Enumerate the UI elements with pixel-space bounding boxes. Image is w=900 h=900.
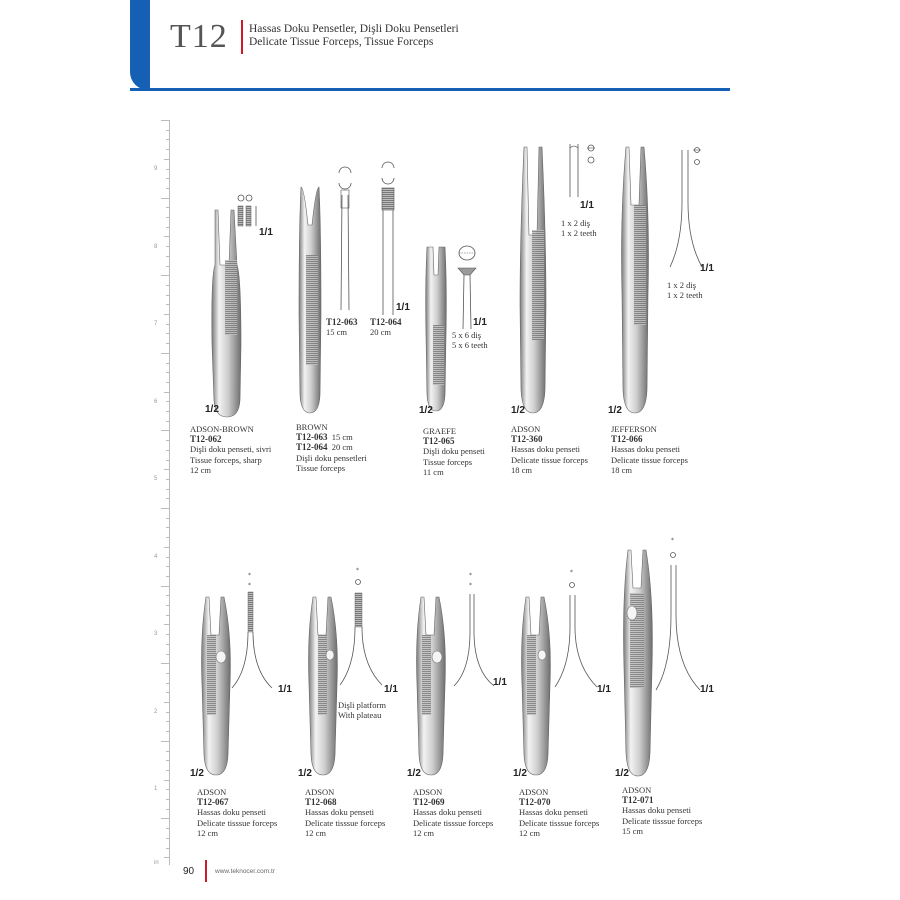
scale-half: 1/2 <box>615 768 629 779</box>
product-code: T12-071 <box>622 795 654 806</box>
ruler-tick <box>164 314 169 315</box>
ruler-tick <box>166 460 169 461</box>
scale-full: 1/1 <box>278 684 292 695</box>
ruler-tick <box>166 760 169 761</box>
jefferson-tip-detail <box>662 142 712 272</box>
ruler-tick <box>166 149 169 150</box>
product-caption-t12-360 <box>511 424 588 475</box>
brown-forceps-image <box>295 185 325 417</box>
ruler-tick <box>166 692 169 693</box>
product-name: GRAEFE <box>423 426 457 436</box>
ruler-tick <box>164 236 169 237</box>
product-desc-tr: Hassas doku penseti <box>413 807 482 818</box>
scale-full: 1/1 <box>700 263 714 274</box>
product-size: 18 cm <box>511 464 533 475</box>
brown-064-tip-detail <box>378 160 398 320</box>
ruler-tick <box>166 605 169 606</box>
ruler-tick <box>161 353 169 354</box>
ruler-number: 1 <box>154 786 158 792</box>
ruler-tick <box>164 624 169 625</box>
teeth-en: 1 x 2 teeth <box>561 228 597 238</box>
ruler-tick <box>166 721 169 722</box>
ruler-tick <box>166 450 169 451</box>
website-url: www.teknocer.com.tr <box>215 868 275 875</box>
ruler-number: 3 <box>154 631 158 637</box>
product-code: T12-064 <box>296 442 328 453</box>
inch-ruler <box>156 120 170 865</box>
ruler-tick <box>161 198 169 199</box>
product-size: 20 cm <box>331 442 353 453</box>
adson-360-teeth-label <box>561 218 597 238</box>
ruler-tick <box>166 566 169 567</box>
product-desc-tr: Hassas doku penseti <box>611 444 680 455</box>
ruler-tick <box>166 295 169 296</box>
adson-brown-forceps-image <box>205 205 245 420</box>
ruler-tick <box>166 246 169 247</box>
scale-half: 1/2 <box>190 768 204 779</box>
ruler-tick <box>166 799 169 800</box>
ruler-tick <box>166 479 169 480</box>
ruler-tick <box>166 838 169 839</box>
ruler-tick <box>166 324 169 325</box>
ruler-tick <box>166 333 169 334</box>
scale-half: 1/2 <box>407 768 421 779</box>
teeth-en: 5 x 6 teeth <box>452 340 488 350</box>
inline-code: T12-063 <box>326 317 358 327</box>
adson-brown-tip-detail <box>236 192 260 230</box>
ruler-number: 8 <box>154 243 158 250</box>
ruler-tick <box>166 440 169 441</box>
adson-360-tip-detail <box>567 142 599 202</box>
platform-tr: Dişli platform <box>338 700 386 710</box>
ruler-tick <box>166 595 169 596</box>
ruler-tick <box>166 139 169 140</box>
ruler-tick <box>164 159 169 160</box>
product-desc-en: Tissue forceps <box>296 462 346 473</box>
product-size: 12 cm <box>519 827 541 838</box>
ruler-tick <box>166 848 169 849</box>
ruler-unit: in <box>154 860 159 866</box>
svg-text:*: * <box>248 572 251 579</box>
graefe-forceps-image <box>423 245 449 415</box>
product-caption-t12-067 <box>197 787 277 838</box>
ruler-tick <box>166 634 169 635</box>
ruler-tick <box>166 285 169 286</box>
scale-full: 1/1 <box>597 684 611 695</box>
product-code: T12-360 <box>511 434 543 445</box>
ruler-tick <box>166 421 169 422</box>
product-size: 12 cm <box>305 827 327 838</box>
ruler-tick <box>166 683 169 684</box>
ruler-tick <box>166 712 169 713</box>
product-desc-tr: Dişli doku penseti <box>423 446 485 457</box>
product-code: T12-067 <box>197 797 229 808</box>
product-desc-en: Delicate tisssue forceps <box>413 817 494 828</box>
product-code: T12-062 <box>190 434 222 445</box>
ruler-tick <box>161 275 169 276</box>
ruler-tick <box>164 392 169 393</box>
product-size: 12 cm <box>190 464 212 475</box>
footer-divider <box>205 860 207 882</box>
section-title-tr: Hassas Doku Pensetler, Dişli Doku Pensetleri <box>249 23 459 35</box>
ruler-tick <box>164 857 169 858</box>
page-number: 90 <box>183 866 195 877</box>
ruler-tick <box>161 818 169 819</box>
scale-full: 1/1 <box>259 227 273 238</box>
scale-half: 1/2 <box>419 405 433 416</box>
ruler-number: 7 <box>154 321 158 327</box>
product-size: 15 cm <box>622 825 644 836</box>
product-code: T12-063 <box>296 432 328 443</box>
ruler-tick <box>164 702 169 703</box>
ruler-tick <box>166 498 169 499</box>
scale-half: 1/2 <box>205 404 219 415</box>
section-code: T12 <box>170 18 228 55</box>
ruler-tick <box>166 809 169 810</box>
product-size: 15 cm <box>331 432 353 443</box>
scale-half: 1/2 <box>511 405 525 416</box>
product-code: T12-066 <box>611 434 643 445</box>
svg-text:*: * <box>248 582 251 589</box>
product-desc-tr: Dişli doku penseti, sivri <box>190 444 272 455</box>
ruler-tick <box>166 363 169 364</box>
product-desc-en: Tissue forceps, sharp <box>190 454 262 465</box>
product-caption-t12-068 <box>305 787 385 838</box>
ruler-tick <box>166 217 169 218</box>
adson-360-forceps-image <box>515 145 551 417</box>
ruler-tick <box>166 178 169 179</box>
scale-half: 1/2 <box>298 768 312 779</box>
ruler-tick <box>161 120 169 121</box>
ruler-tick <box>166 789 169 790</box>
ruler-number: 9 <box>154 166 158 172</box>
ruler-tick <box>166 343 169 344</box>
ruler-tick <box>161 430 169 431</box>
product-desc-tr: Dişli doku pensetleri <box>296 452 367 463</box>
ruler-tick <box>166 130 169 131</box>
platform-en: With plateau <box>338 710 382 720</box>
scale-full: 1/1 <box>473 317 487 328</box>
product-desc-en: Delicate tissue forceps <box>511 454 588 465</box>
adson-069-tip-detail <box>450 570 500 692</box>
product-desc-en: Tissue forceps <box>423 456 473 467</box>
ruler-tick <box>166 731 169 732</box>
ruler-tick <box>166 576 169 577</box>
ruler-tick <box>166 411 169 412</box>
brown-063-inline-label <box>326 317 358 337</box>
product-caption-t12-065 <box>423 426 485 477</box>
svg-text:*: * <box>356 567 359 574</box>
ruler-tick <box>161 586 169 587</box>
adson-068-tip-detail <box>338 565 388 690</box>
product-name: ADSON <box>622 785 652 795</box>
ruler-tick <box>166 401 169 402</box>
scale-full: 1/1 <box>580 200 594 211</box>
scale-full: 1/1 <box>493 677 507 688</box>
scale-full: 1/1 <box>384 684 398 695</box>
product-size: 18 cm <box>611 464 633 475</box>
svg-text:*: * <box>671 537 674 544</box>
ruler-tick <box>166 527 169 528</box>
product-caption-brown <box>296 422 367 473</box>
product-code: T12-065 <box>423 436 455 447</box>
ruler-tick <box>166 828 169 829</box>
product-size: 11 cm <box>423 466 444 477</box>
teeth-en: 1 x 2 teeth <box>667 290 703 300</box>
section-title-en: Delicate Tissue Forceps, Tissue Forceps <box>249 36 434 48</box>
svg-text:*: * <box>570 569 573 576</box>
product-desc-tr: Hassas doku penseti <box>622 805 691 816</box>
inline-size: 20 cm <box>370 327 392 337</box>
ruler-tick <box>166 751 169 752</box>
teeth-tr: 1 x 2 diş <box>667 280 697 290</box>
ruler-tick <box>166 489 169 490</box>
scale-full: 1/1 <box>396 302 410 313</box>
scale-half: 1/2 <box>513 768 527 779</box>
teeth-tr: 5 x 6 diş <box>452 330 482 340</box>
ruler-tick <box>166 654 169 655</box>
ruler-tick <box>166 227 169 228</box>
product-code: T12-069 <box>413 797 445 808</box>
product-name: ADSON-BROWN <box>190 424 254 434</box>
product-code: T12-070 <box>519 797 551 808</box>
product-name: BROWN <box>296 422 328 432</box>
scale-half: 1/2 <box>608 405 622 416</box>
ruler-tick <box>166 372 169 373</box>
product-desc-en: Delicate tissue forceps <box>611 454 688 465</box>
adson-070-tip-detail <box>553 565 603 690</box>
ruler-tick <box>166 207 169 208</box>
header-accent-bar <box>130 0 150 90</box>
graefe-teeth-label <box>452 330 488 350</box>
ruler-number: 6 <box>154 398 158 405</box>
ruler-tick <box>161 663 169 664</box>
ruler-tick <box>166 382 169 383</box>
ruler-tick <box>166 188 169 189</box>
product-name: ADSON <box>413 787 443 797</box>
product-caption-t12-070 <box>519 787 599 838</box>
inline-code: T12-064 <box>370 317 402 327</box>
adson-068-forceps-image <box>305 595 341 780</box>
product-desc-tr: Hassas doku penseti <box>197 807 266 818</box>
product-name: ADSON <box>197 787 227 797</box>
product-desc-tr: Hassas doku penseti <box>519 807 588 818</box>
adson-069-forceps-image <box>413 595 449 780</box>
header-divider <box>241 20 243 54</box>
brown-063-tip-detail <box>335 165 355 315</box>
ruler-tick <box>161 508 169 509</box>
adson-068-platform-label <box>338 700 386 720</box>
product-size: 12 cm <box>413 827 435 838</box>
header-rule <box>130 88 730 91</box>
svg-text:*: * <box>469 572 472 579</box>
svg-text:*: * <box>469 582 472 589</box>
product-name: JEFFERSON <box>611 424 657 434</box>
product-caption-t12-069 <box>413 787 493 838</box>
ruler-tick <box>166 169 169 170</box>
ruler-tick <box>166 644 169 645</box>
ruler-tick <box>166 304 169 305</box>
ruler-tick <box>166 266 169 267</box>
jefferson-forceps-image <box>617 145 653 417</box>
brown-064-inline-label <box>370 317 402 337</box>
ruler-tick <box>166 770 169 771</box>
ruler-tick <box>164 780 169 781</box>
ruler-number: 4 <box>154 553 158 560</box>
ruler-number: 5 <box>154 476 158 482</box>
inline-size: 15 cm <box>326 327 348 337</box>
ruler-tick <box>166 518 169 519</box>
product-caption-t12-062 <box>190 424 271 475</box>
product-desc-en: Delicate tisssue forceps <box>305 817 386 828</box>
product-caption-t12-066 <box>611 424 688 475</box>
ruler-tick <box>164 469 169 470</box>
product-code: T12-068 <box>305 797 337 808</box>
ruler-tick <box>166 615 169 616</box>
product-size: 12 cm <box>197 827 219 838</box>
product-desc-en: Delicate tisssue forceps <box>519 817 600 828</box>
product-name: ADSON <box>519 787 549 797</box>
adson-071-tip-detail <box>650 535 706 693</box>
product-name: ADSON <box>305 787 335 797</box>
jefferson-teeth-label <box>667 280 703 300</box>
ruler-tick <box>166 557 169 558</box>
ruler-tick <box>166 537 169 538</box>
product-name: ADSON <box>511 424 541 434</box>
product-desc-en: Delicate tisssue forceps <box>197 817 278 828</box>
product-desc-tr: Hassas doku penseti <box>511 444 580 455</box>
ruler-tick <box>166 673 169 674</box>
ruler-tick <box>166 256 169 257</box>
ruler-tick <box>164 547 169 548</box>
product-caption-t12-071 <box>622 785 702 836</box>
teeth-tr: 1 x 2 diş <box>561 218 591 228</box>
scale-full: 1/1 <box>700 684 714 695</box>
adson-070-forceps-image <box>518 595 554 780</box>
product-desc-en: Delicate tisssue forceps <box>622 815 703 826</box>
ruler-tick <box>161 741 169 742</box>
ruler-number: 2 <box>154 708 158 715</box>
adson-067-tip-detail <box>228 570 278 692</box>
section-title <box>249 23 459 49</box>
product-desc-tr: Hassas doku penseti <box>305 807 374 818</box>
